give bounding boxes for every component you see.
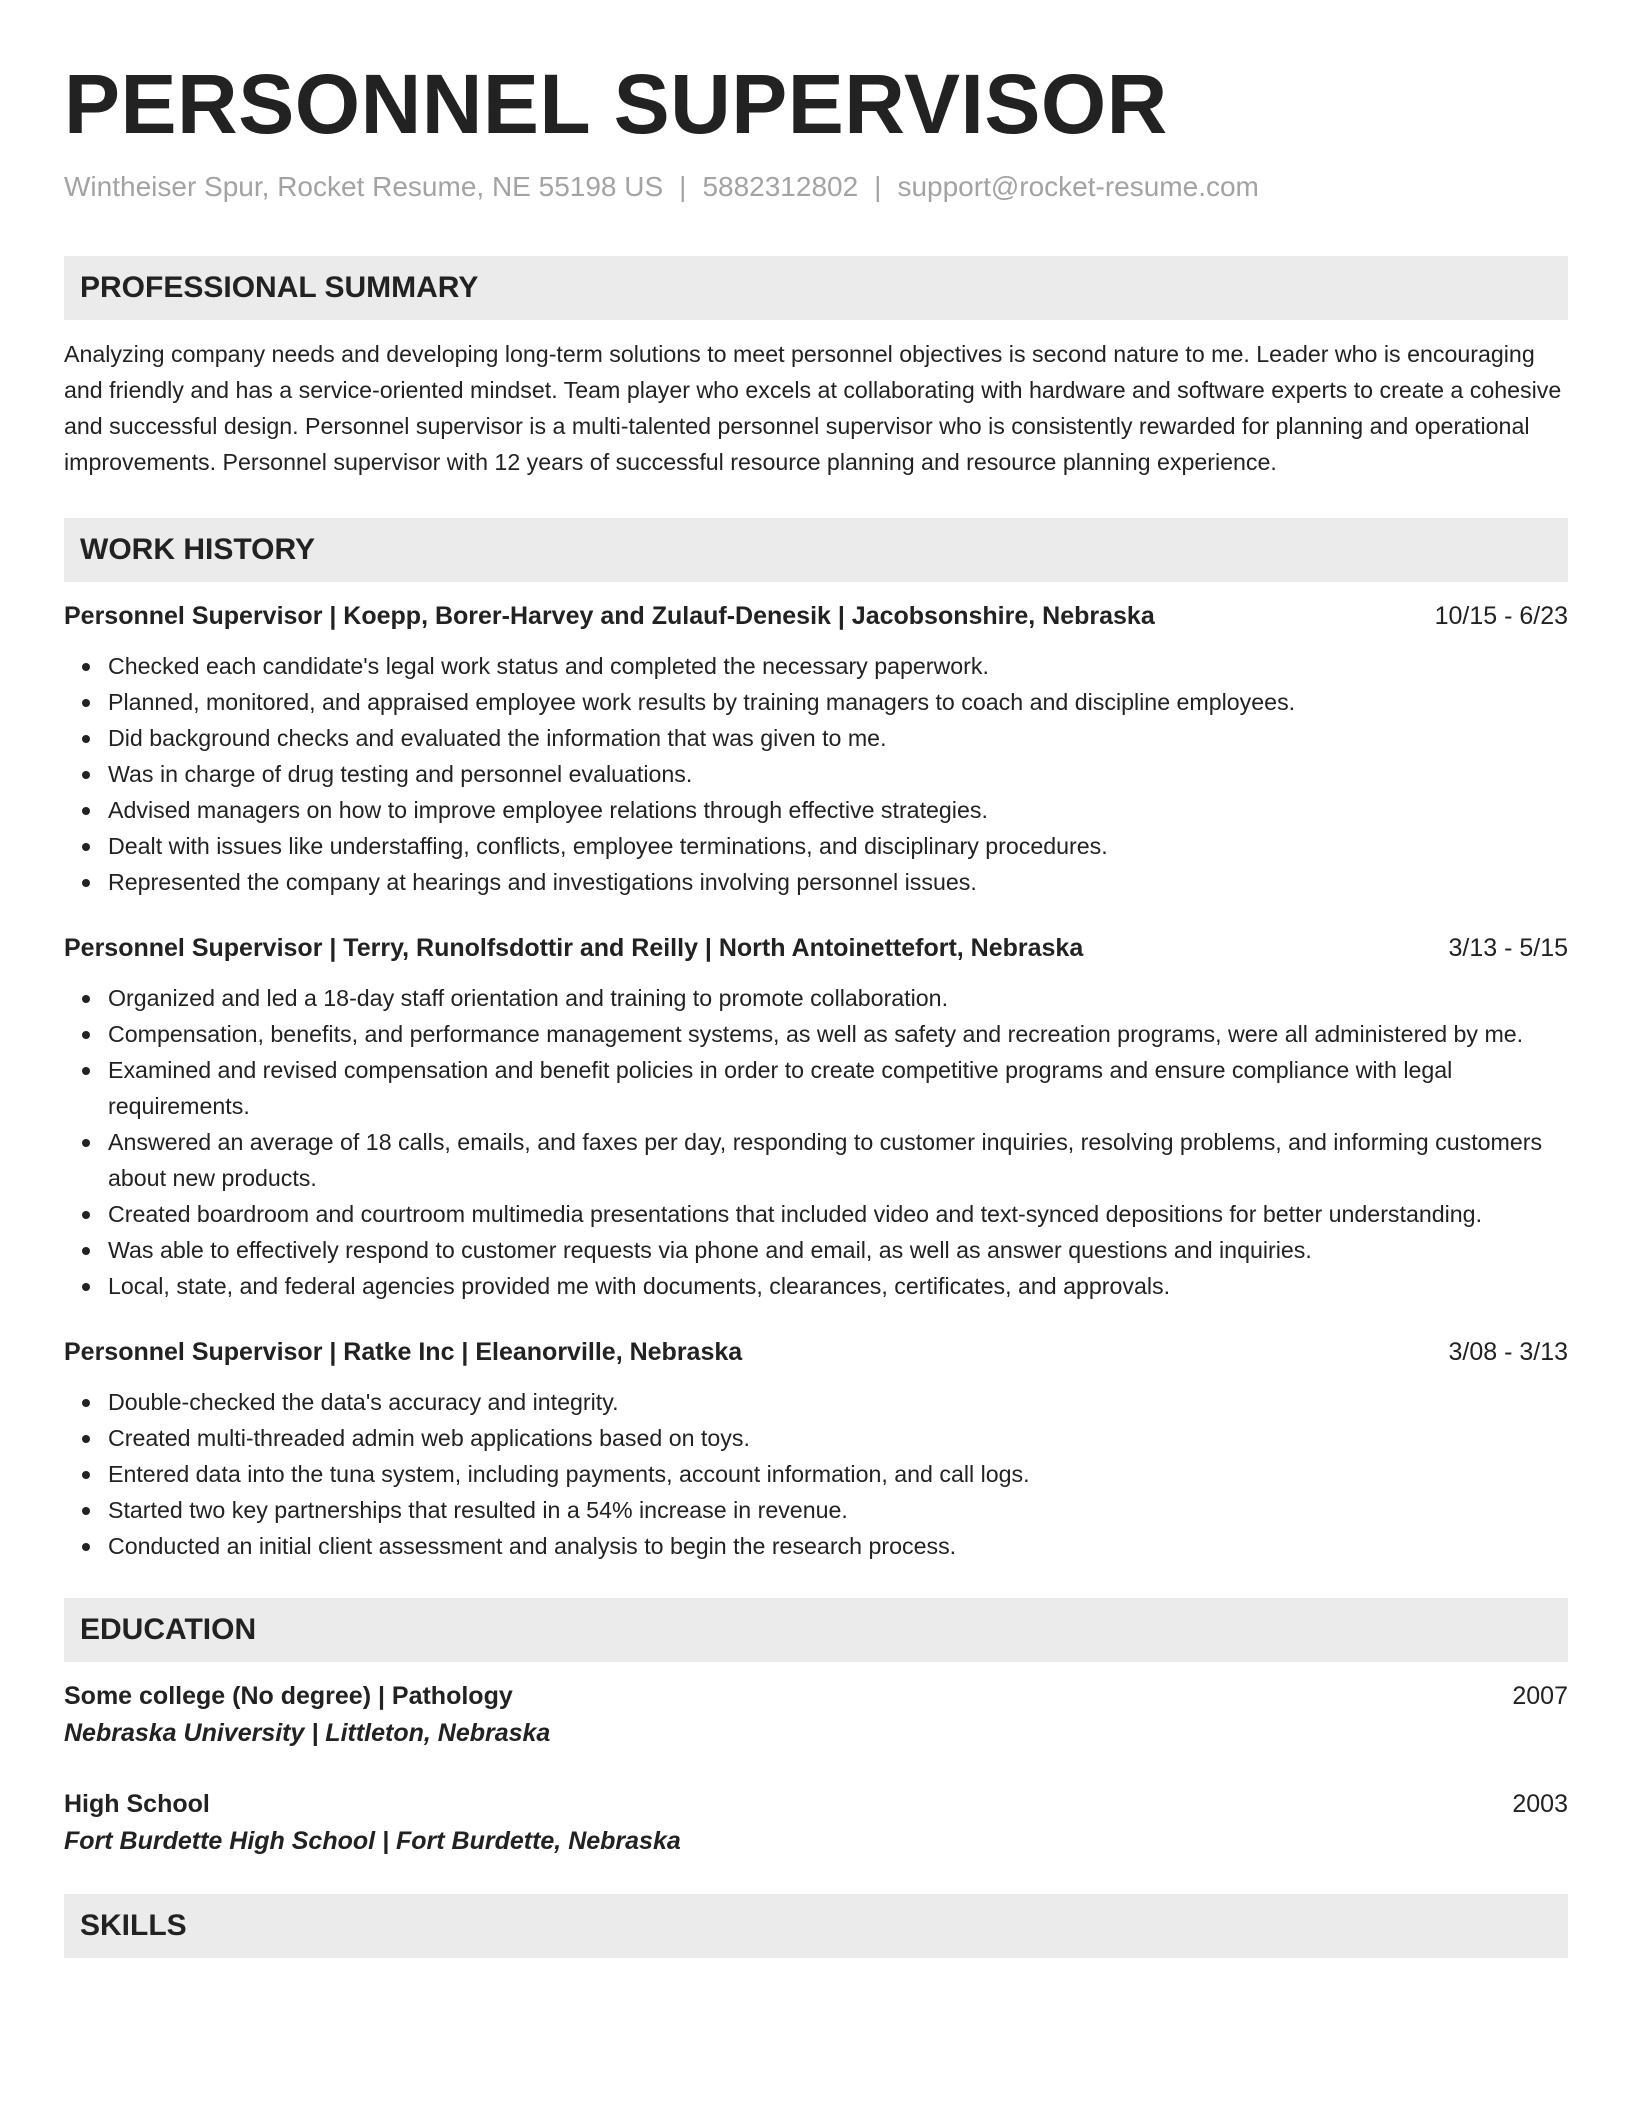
education-degree: High School: [64, 1790, 210, 1818]
contact-address: Wintheiser Spur, Rocket Resume, NE 55198 US: [64, 171, 664, 202]
education-entry: [64, 1786, 1568, 1860]
job-bullet: Compensation, benefits, and performance management systems, as well as safety and recreation programs, were all administered by me.: [108, 1016, 1568, 1052]
job-entry: [64, 1334, 1568, 1564]
job-bullet: Organized and led a 18-day staff orientation and training to promote collaboration.: [108, 980, 1568, 1016]
job-header-row: [64, 930, 1568, 966]
contact-line: [64, 170, 1568, 204]
job-dates: 3/08 - 3/13: [1448, 1338, 1568, 1366]
job-bullet: Was in charge of drug testing and personnel evaluations.: [108, 756, 1568, 792]
education-school: Fort Burdette High School | Fort Burdette, Nebraska: [64, 1827, 681, 1855]
job-bullet: Represented the company at hearings and investigations involving personnel issues.: [108, 864, 1568, 900]
job-title: Personnel Supervisor | Ratke Inc | Eleanorville, Nebraska: [64, 1338, 743, 1366]
section-header-work-history: WORK HISTORY: [64, 518, 1568, 582]
summary-text: Analyzing company needs and developing long-term solutions to meet personnel objectives is second nature to me. Leader who is encouraging and friendly and has a service-oriented mindset. Team player who excels at collaborating with hardware and software experts to create a cohesive and successful design. Personnel supervisor is a multi-talented personnel supervisor who is consistently rewarded for planning and operational improvements. Personnel supervisor with 12 years of successful resource planning and resource planning experience.: [64, 341, 1562, 475]
job-entry: [64, 930, 1568, 1304]
job-bullets: [64, 1384, 1568, 1564]
education-header-row: [64, 1678, 1568, 1714]
education-school: Nebraska University | Littleton, Nebraska: [64, 1719, 551, 1747]
section-header-summary: PROFESSIONAL SUMMARY: [64, 256, 1568, 320]
job-bullet: Conducted an initial client assessment and analysis to begin the research process.: [108, 1528, 1568, 1564]
job-bullet: Entered data into the tuna system, including payments, account information, and call logs.: [108, 1456, 1568, 1492]
job-bullets: [64, 980, 1568, 1304]
education-degree: Some college (No degree) | Pathology: [64, 1682, 513, 1710]
job-header-row: [64, 1334, 1568, 1370]
job-bullets: [64, 648, 1568, 900]
contact-email: support@rocket-resume.com: [897, 171, 1259, 202]
contact-separator: |: [679, 171, 687, 202]
job-bullet: Advised managers on how to improve employee relations through effective strategies.: [108, 792, 1568, 828]
job-title: Personnel Supervisor | Terry, Runolfsdottir and Reilly | North Antoinettefort, Nebraska: [64, 934, 1084, 962]
job-bullet: Local, state, and federal agencies provided me with documents, clearances, certificates, and approvals.: [108, 1268, 1568, 1304]
job-title: Personnel Supervisor | Koepp, Borer-Harvey and Zulauf-Denesik | Jacobsonshire, Nebraska: [64, 602, 1155, 630]
job-dates: 10/15 - 6/23: [1434, 602, 1568, 630]
job-bullet: Did background checks and evaluated the information that was given to me.: [108, 720, 1568, 756]
education-year: 2007: [1512, 1682, 1568, 1710]
section-header-skills: SKILLS: [64, 1894, 1568, 1958]
contact-phone: 5882312802: [702, 171, 859, 202]
job-bullet: Created multi-threaded admin web applications based on toys.: [108, 1420, 1568, 1456]
job-bullet: Double-checked the data's accuracy and integrity.: [108, 1384, 1568, 1420]
candidate-name: PERSONNEL SUPERVISOR: [64, 57, 1168, 151]
job-bullet: Was able to effectively respond to customer requests via phone and email, as well as answer questions and inquiries.: [108, 1232, 1568, 1268]
job-bullet: Started two key partnerships that resulted in a 54% increase in revenue.: [108, 1492, 1568, 1528]
job-entry: [64, 598, 1568, 900]
job-bullet: Created boardroom and courtroom multimedia presentations that included video and text-synced depositions for better understanding.: [108, 1196, 1568, 1232]
job-bullet: Planned, monitored, and appraised employee work results by training managers to coach and discipline employees.: [108, 684, 1568, 720]
contact-separator: |: [874, 171, 882, 202]
education-year: 2003: [1512, 1790, 1568, 1818]
job-bullet: Answered an average of 18 calls, emails, and faxes per day, responding to customer inquiries, resolving problems, and informing customers about new products.: [108, 1124, 1568, 1196]
section-header-education: EDUCATION: [64, 1598, 1568, 1662]
job-dates: 3/13 - 5/15: [1448, 934, 1568, 962]
job-bullet: Dealt with issues like understaffing, conflicts, employee terminations, and disciplinary procedures.: [108, 828, 1568, 864]
education-header-row: [64, 1786, 1568, 1822]
education-entry: [64, 1678, 1568, 1752]
job-header-row: [64, 598, 1568, 634]
job-bullet: Checked each candidate's legal work status and completed the necessary paperwork.: [108, 648, 1568, 684]
job-bullet: Examined and revised compensation and benefit policies in order to create competitive programs and ensure compliance with legal requirements.: [108, 1052, 1568, 1124]
